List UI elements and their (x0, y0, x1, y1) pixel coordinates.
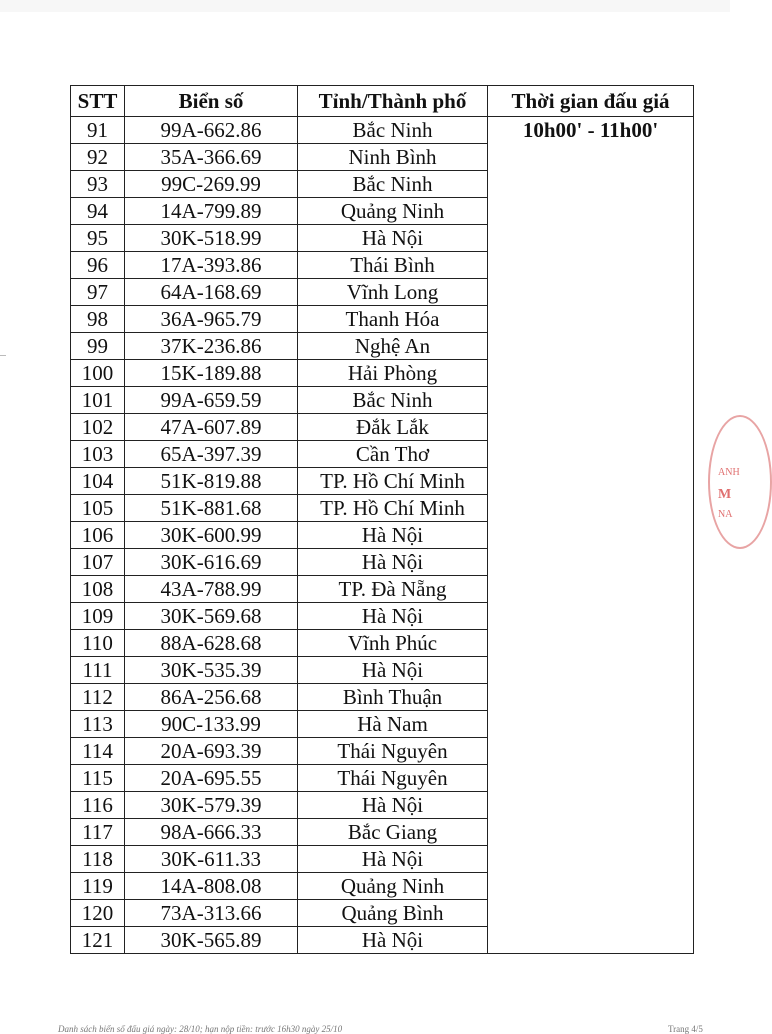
cell-stt: 116 (71, 792, 125, 819)
cell-plate: 36A-965.79 (125, 306, 298, 333)
cell-plate: 30K-616.69 (125, 549, 298, 576)
cell-stt: 101 (71, 387, 125, 414)
cell-stt: 108 (71, 576, 125, 603)
cell-stt: 120 (71, 900, 125, 927)
cell-province: Ninh Bình (298, 144, 488, 171)
cell-province: Bắc Ninh (298, 387, 488, 414)
cell-stt: 95 (71, 225, 125, 252)
cell-plate: 88A-628.68 (125, 630, 298, 657)
cell-plate: 99C-269.99 (125, 171, 298, 198)
page-top-edge (0, 0, 730, 12)
cell-stt: 99 (71, 333, 125, 360)
cell-province: Bắc Ninh (298, 117, 488, 144)
cell-province: Hà Nội (298, 657, 488, 684)
table-body (71, 117, 694, 954)
cell-province: Hà Nội (298, 927, 488, 954)
cell-plate: 20A-695.55 (125, 765, 298, 792)
cell-stt: 115 (71, 765, 125, 792)
cell-plate: 90C-133.99 (125, 711, 298, 738)
header-province: Tỉnh/Thành phố (298, 86, 488, 117)
cell-stt: 106 (71, 522, 125, 549)
cell-province: TP. Đà Nẵng (298, 576, 488, 603)
header-stt: STT (71, 86, 125, 117)
stamp-text-3: NA (718, 509, 733, 520)
stamp-text-2: M (718, 487, 732, 502)
auction-table (70, 85, 694, 954)
cell-province: Quảng Bình (298, 900, 488, 927)
cell-plate: 99A-659.59 (125, 387, 298, 414)
cell-stt: 112 (71, 684, 125, 711)
cell-stt: 92 (71, 144, 125, 171)
cell-plate: 99A-662.86 (125, 117, 298, 144)
cell-auction-time: 10h00' - 11h00' (488, 117, 694, 954)
cell-stt: 104 (71, 468, 125, 495)
cell-stt: 94 (71, 198, 125, 225)
cell-plate: 37K-236.86 (125, 333, 298, 360)
cell-stt: 118 (71, 846, 125, 873)
footer-note: Danh sách biển số đấu giá ngày: 28/10; hạn nộp tiền: trước 16h30 ngày 25/10 (58, 1024, 343, 1034)
cell-province: Vĩnh Long (298, 279, 488, 306)
cell-stt: 121 (71, 927, 125, 954)
header-plate: Biển số (125, 86, 298, 117)
cell-plate: 20A-693.39 (125, 738, 298, 765)
cell-stt: 114 (71, 738, 125, 765)
cell-province: TP. Hồ Chí Minh (298, 495, 488, 522)
cell-province: Thái Nguyên (298, 738, 488, 765)
cell-stt: 102 (71, 414, 125, 441)
cell-province: Hà Nội (298, 225, 488, 252)
cell-stt: 109 (71, 603, 125, 630)
cell-stt: 110 (71, 630, 125, 657)
cell-plate: 51K-881.68 (125, 495, 298, 522)
cell-plate: 30K-600.99 (125, 522, 298, 549)
cell-province: Hải Phòng (298, 360, 488, 387)
cell-province: Thanh Hóa (298, 306, 488, 333)
cell-plate: 98A-666.33 (125, 819, 298, 846)
cell-stt: 93 (71, 171, 125, 198)
cell-plate: 15K-189.88 (125, 360, 298, 387)
cell-province: Hà Nội (298, 603, 488, 630)
cell-plate: 64A-168.69 (125, 279, 298, 306)
cell-stt: 96 (71, 252, 125, 279)
table-row (71, 117, 694, 144)
red-seal-stamp (708, 415, 772, 549)
cell-stt: 111 (71, 657, 125, 684)
cell-stt: 100 (71, 360, 125, 387)
cell-plate: 73A-313.66 (125, 900, 298, 927)
cell-plate: 43A-788.99 (125, 576, 298, 603)
cell-province: Bắc Giang (298, 819, 488, 846)
cell-province: Hà Nội (298, 792, 488, 819)
cell-plate: 30K-611.33 (125, 846, 298, 873)
table-header-row (71, 86, 694, 117)
cell-province: Cần Thơ (298, 441, 488, 468)
header-time: Thời gian đấu giá (488, 86, 694, 117)
cell-plate: 14A-808.08 (125, 873, 298, 900)
cell-plate: 35A-366.69 (125, 144, 298, 171)
cell-plate: 30K-518.99 (125, 225, 298, 252)
cell-plate: 86A-256.68 (125, 684, 298, 711)
cell-province: Thái Bình (298, 252, 488, 279)
page-number: Trang 4/5 (668, 1024, 703, 1034)
cell-province: Quảng Ninh (298, 873, 488, 900)
cell-plate: 17A-393.86 (125, 252, 298, 279)
cell-stt: 107 (71, 549, 125, 576)
cell-plate: 30K-535.39 (125, 657, 298, 684)
cell-province: Đắk Lắk (298, 414, 488, 441)
cell-province: Bình Thuận (298, 684, 488, 711)
cell-stt: 113 (71, 711, 125, 738)
cell-plate: 30K-579.39 (125, 792, 298, 819)
cell-stt: 97 (71, 279, 125, 306)
cell-province: Vĩnh Phúc (298, 630, 488, 657)
cell-stt: 98 (71, 306, 125, 333)
cell-plate: 14A-799.89 (125, 198, 298, 225)
cell-province: Hà Nam (298, 711, 488, 738)
cell-stt: 119 (71, 873, 125, 900)
cell-province: Hà Nội (298, 846, 488, 873)
cell-stt: 105 (71, 495, 125, 522)
cell-province: TP. Hồ Chí Minh (298, 468, 488, 495)
cell-plate: 30K-565.89 (125, 927, 298, 954)
cell-province: Bắc Ninh (298, 171, 488, 198)
margin-mark (0, 355, 6, 356)
cell-plate: 30K-569.68 (125, 603, 298, 630)
cell-stt: 103 (71, 441, 125, 468)
cell-plate: 51K-819.88 (125, 468, 298, 495)
cell-stt: 91 (71, 117, 125, 144)
cell-plate: 65A-397.39 (125, 441, 298, 468)
stamp-text-1: ANH (718, 467, 740, 478)
cell-province: Nghệ An (298, 333, 488, 360)
cell-province: Hà Nội (298, 549, 488, 576)
cell-province: Quảng Ninh (298, 198, 488, 225)
cell-plate: 47A-607.89 (125, 414, 298, 441)
cell-stt: 117 (71, 819, 125, 846)
cell-province: Thái Nguyên (298, 765, 488, 792)
cell-province: Hà Nội (298, 522, 488, 549)
